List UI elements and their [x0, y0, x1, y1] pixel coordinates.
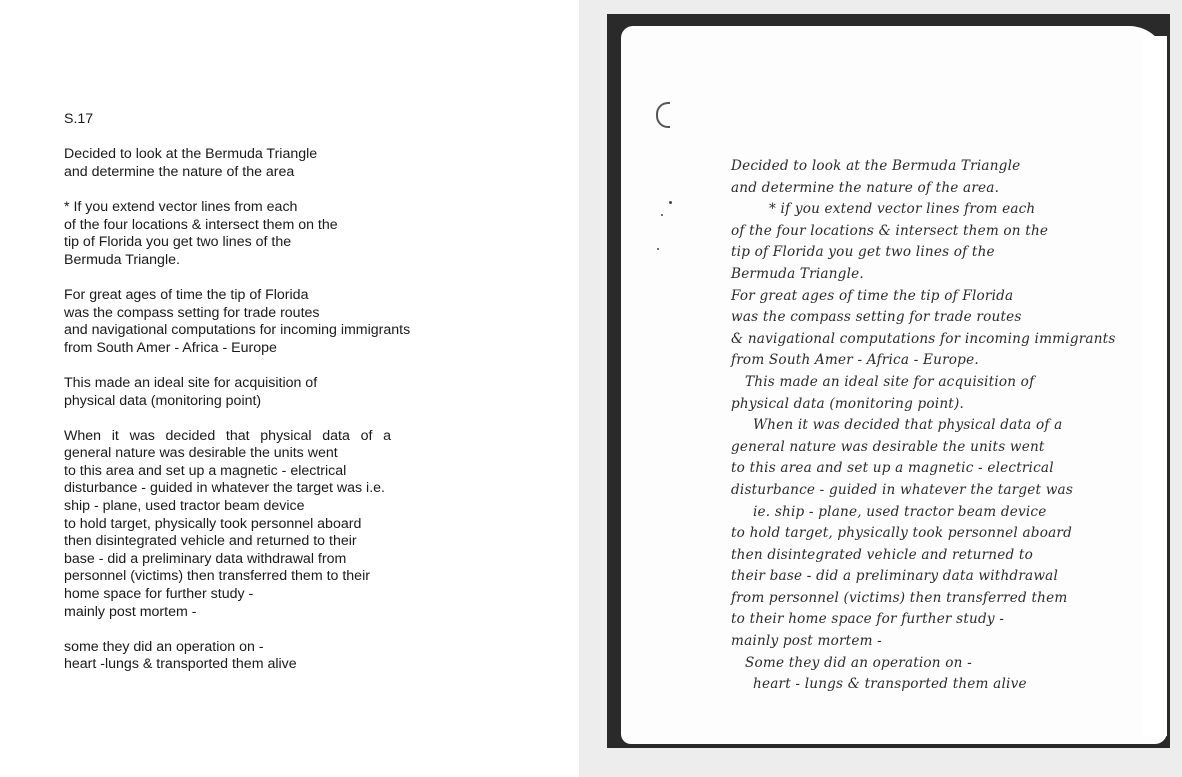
transcript-line: Decided to look at the Bermuda Triangle	[64, 146, 318, 163]
handwritten-line: general nature was desirable the units went	[731, 438, 1045, 455]
transcript-paragraph	[64, 639, 564, 674]
transcript-line: mainly post mortem -	[64, 603, 197, 620]
transcript-paragraph	[64, 375, 564, 410]
transcript-line: base - did a preliminary data withdrawal from	[64, 550, 347, 567]
transcript-line: from South Amer - Africa - Europe	[64, 339, 277, 356]
handwritten-line: then disintegrated vehicle and returned to	[731, 546, 1033, 563]
handwritten-line: heart - lungs & transported them alive	[753, 676, 1027, 693]
handwritten-line: This made an ideal site for acquisition of	[745, 373, 1035, 390]
transcript-line: home space for further study -	[64, 586, 254, 603]
transcript-line: This made an ideal site for acquisition of	[64, 374, 318, 391]
transcript-line: and determine the nature of the area	[64, 163, 295, 180]
transcript-line: was the compass setting for trade routes	[64, 304, 320, 321]
scanned-paper	[621, 26, 1167, 744]
handwritten-line: tip of Florida you get two lines of the	[731, 244, 995, 261]
handwritten-line: was the compass setting for trade routes	[731, 309, 1022, 326]
handwritten-text	[731, 156, 1151, 696]
transcript-line: Bermuda Triangle.	[64, 251, 180, 268]
transcript-line: to hold target, physically took personnel aboard	[64, 515, 362, 532]
transcript-text	[64, 111, 564, 692]
handwritten-line: disturbance - guided in whatever the target was	[731, 481, 1074, 498]
handwritten-line: their base - did a preliminary data withdrawal	[731, 568, 1059, 585]
page-label	[64, 111, 564, 129]
handwritten-line: from South Amer - Africa - Europe.	[731, 352, 979, 369]
handwritten-line: For great ages of time the tip of Florida	[731, 287, 1014, 304]
transcript-panel	[0, 0, 579, 777]
transcript-line: ship - plane, used tractor beam device	[64, 498, 305, 515]
handwritten-line: Some they did an operation on -	[745, 654, 972, 671]
transcript-line: personnel (victims) then transferred them to their	[64, 568, 370, 585]
transcript-paragraph	[64, 287, 564, 357]
scan-paper-edge	[1143, 36, 1167, 736]
scan-speck	[657, 248, 659, 250]
transcript-line: tip of Florida you get two lines of the	[64, 234, 292, 251]
transcript-paragraph	[64, 146, 564, 181]
handwritten-line: and determine the nature of the area.	[731, 179, 1000, 196]
transcript-line: physical data (monitoring point)	[64, 392, 262, 409]
transcript-paragraph	[64, 428, 564, 622]
handwritten-line: from personnel (victims) then transferred them	[731, 589, 1068, 606]
transcript-line: then disintegrated vehicle and returned to their	[64, 533, 357, 550]
scan-speck	[661, 214, 663, 216]
handwritten-line: Bermuda Triangle.	[731, 265, 864, 282]
transcript-line: general nature was desirable the units went	[64, 445, 338, 462]
scan-panel	[579, 0, 1182, 777]
handwritten-line: to this area and set up a magnetic - electrical	[731, 460, 1054, 477]
scan-speck	[669, 201, 672, 204]
handwritten-line: & navigational computations for incoming immigrants	[731, 330, 1116, 347]
transcript-line: and navigational computations for incoming immigrants	[64, 322, 411, 339]
handwritten-line: ie. ship - plane, used tractor beam device	[753, 503, 1047, 520]
transcript-line: heart -lungs & transported them alive	[64, 656, 297, 673]
transcript-line: to this area and set up a magnetic - electrical	[64, 462, 347, 479]
handwritten-line: of the four locations & intersect them on the	[731, 222, 1049, 239]
transcript-line: of the four locations & intersect them on the	[64, 216, 338, 233]
handwritten-line: When it was decided that physical data of a	[753, 417, 1063, 434]
handwritten-line: physical data (monitoring point).	[731, 395, 964, 412]
handwritten-line: * if you extend vector lines from each	[769, 201, 1036, 218]
page-label-text: S.17	[64, 111, 94, 127]
transcript-paragraph	[64, 199, 564, 269]
transcript-line: * If you extend vector lines from each	[64, 198, 298, 215]
transcript-line: For great ages of time the tip of Florida	[64, 286, 309, 303]
punch-hole-mark	[656, 102, 670, 128]
handwritten-line: Decided to look at the Bermuda Triangle	[731, 158, 1021, 174]
handwritten-line: to hold target, physically took personnel aboard	[731, 525, 1072, 542]
handwritten-line: to their home space for further study -	[731, 611, 1005, 628]
transcript-line: some they did an operation on -	[64, 638, 264, 655]
scanned-page-image	[607, 14, 1170, 748]
transcript-line: disturbance - guided in whatever the target was i.e.	[64, 480, 385, 497]
transcript-line: When it was decided that physical data of a	[64, 427, 391, 444]
handwritten-line: mainly post mortem -	[731, 633, 882, 650]
